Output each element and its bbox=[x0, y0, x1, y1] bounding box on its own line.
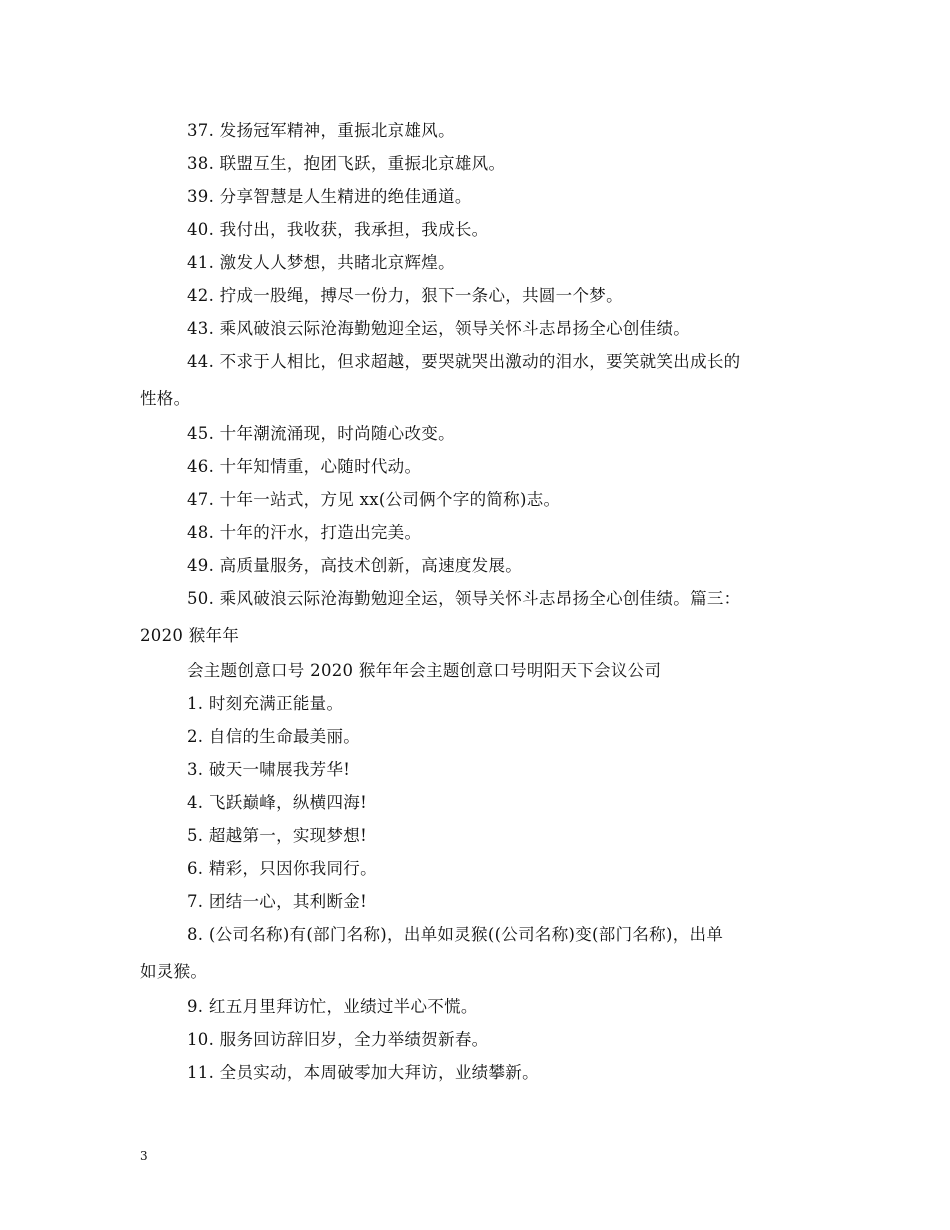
list-item-44-continued: 性格。 bbox=[140, 389, 191, 408]
list-item-1: 1. 时刻充满正能量。 bbox=[187, 694, 344, 713]
list-item-40: 40. 我付出，我收获，我承担，我成长。 bbox=[187, 220, 489, 239]
list-item-4: 4. 飞跃巅峰，纵横四海! bbox=[187, 793, 368, 812]
list-item-9: 9. 红五月里拜访忙，业绩过半心不慌。 bbox=[187, 997, 478, 1016]
list-item-5: 5. 超越第一，实现梦想! bbox=[187, 826, 368, 845]
list-item-41: 41. 激发人人梦想，共睹北京辉煌。 bbox=[187, 253, 455, 272]
section-heading: 2020 猴年年 bbox=[140, 626, 240, 645]
list-item-48: 48. 十年的汗水，打造出完美。 bbox=[187, 523, 422, 542]
list-item-8: 8. (公司名称)有(部门名称)，出单如灵猴((公司名称)变(部门名称)，出单 bbox=[187, 925, 724, 944]
list-item-47: 47. 十年一站式，方见 xx(公司俩个字的简称)志。 bbox=[187, 490, 561, 509]
list-item-44: 44. 不求于人相比，但求超越，要哭就哭出激动的泪水，要笑就笑出成长的 bbox=[187, 352, 741, 371]
list-item-43: 43. 乘风破浪云际沧海勤勉迎全运，领导关怀斗志昂扬全心创佳绩。 bbox=[187, 319, 691, 338]
list-item-37: 37. 发扬冠军精神，重振北京雄风。 bbox=[187, 121, 455, 140]
section-subheading: 会主题创意口号 2020 猴年年会主题创意口号明阳天下会议公司 bbox=[187, 661, 662, 680]
list-item-38: 38. 联盟互生，抱团飞跃，重振北京雄风。 bbox=[187, 154, 506, 173]
list-item-50: 50. 乘风破浪云际沧海勤勉迎全运，领导关怀斗志昂扬全心创佳绩。篇三： bbox=[187, 589, 741, 608]
list-item-10: 10. 服务回访辞旧岁，全力举绩贺新春。 bbox=[187, 1030, 489, 1049]
page-number: 3 bbox=[140, 1149, 148, 1163]
list-item-45: 45. 十年潮流涌现，时尚随心改变。 bbox=[187, 424, 455, 443]
list-item-42: 42. 拧成一股绳，搏尽一份力，狠下一条心，共圆一个梦。 bbox=[187, 286, 623, 305]
list-item-7: 7. 团结一心，其利断金! bbox=[187, 892, 368, 911]
list-item-49: 49. 高质量服务，高技术创新，高速度发展。 bbox=[187, 556, 523, 575]
list-item-39: 39. 分享智慧是人生精进的绝佳通道。 bbox=[187, 187, 472, 206]
list-item-11: 11. 全员实动，本周破零加大拜访，业绩攀新。 bbox=[187, 1063, 539, 1082]
list-item-6: 6. 精彩，只因你我同行。 bbox=[187, 859, 377, 878]
list-item-46: 46. 十年知情重，心随时代动。 bbox=[187, 457, 422, 476]
list-item-8-continued: 如灵猴。 bbox=[140, 962, 208, 981]
list-item-2: 2. 自信的生命最美丽。 bbox=[187, 727, 361, 746]
list-item-3: 3. 破天一啸展我芳华! bbox=[187, 760, 351, 779]
